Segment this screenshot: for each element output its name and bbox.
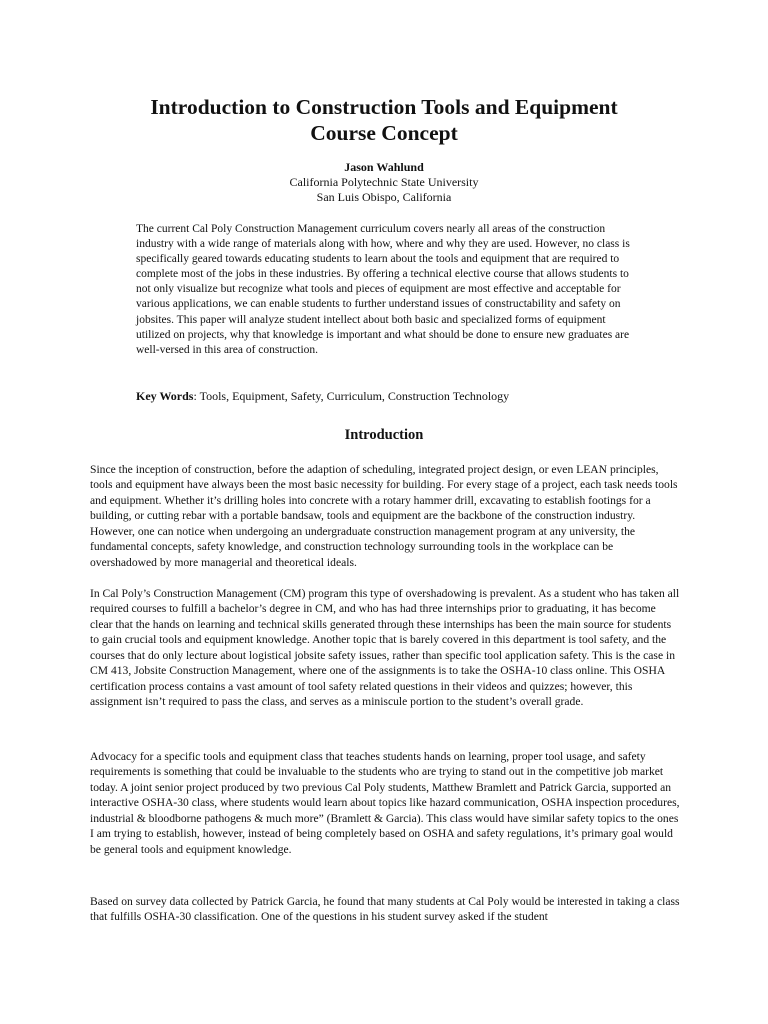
paragraph: Since the inception of construction, before the adaption of scheduling, integrated project design, or even LEAN principles, tools and equipment have always been the most basic necessity for building. For every stage of a project, each task needs tools and equipment. Whether it’s drilling holes into concrete with a rotary hammer drill, excavating to establish footings for a building, or cutting rebar with a portable bandsaw, tools and equipment are the backbone of the construction industry. However, one can notice when undergoing an undergraduate construction management program at any university, the fundamental concepts, safety knowledge, and construction technology surrounding tools in the workplace can be overshadowed by more managerial and theoretical ideals. bbox=[90, 463, 678, 569]
paper-title bbox=[0, 94, 768, 146]
author-block bbox=[0, 160, 768, 205]
title-line-2: Course Concept bbox=[310, 121, 458, 145]
paragraph: Based on survey data collected by Patrick Garcia, he found that many students at Cal Poly would be interested in taking a class that fulfills OSHA-30 classification. One of the questions in his student survey asked if the student bbox=[90, 895, 680, 924]
abstract: The current Cal Poly Construction Management curriculum covers nearly all areas of the construction industry with a wide range of materials along with how, where and why they are used. However, no class is specifically geared towards educating students to learn about the tools and equipment that are required to complete most of the jobs in these industries. By offering a technical elective course that allows students to not only visualize but recognize what tools and pieces of equipment are most effective and acceptable for various applications, we can enable students to further understand issues of constructability and safety on jobsites. This paper will analyze student intellect about both basic and specialized forms of equipment utilized on projects, why that knowledge is important and what should be done to ensure new graduates are well-versed in this area of construction. bbox=[136, 223, 630, 356]
keywords-label: Key Words bbox=[136, 389, 194, 403]
keywords-list: : Tools, Equipment, Safety, Curriculum, Construction Technology bbox=[193, 389, 510, 403]
keywords bbox=[136, 389, 656, 404]
section-heading-introduction: Introduction bbox=[344, 427, 424, 443]
author-location: San Luis Obispo, California bbox=[316, 190, 452, 204]
author-affiliation: California Polytechnic State University bbox=[289, 175, 479, 189]
title-line-1: Introduction to Construction Tools and Equipment bbox=[150, 95, 618, 119]
author-name: Jason Wahlund bbox=[344, 160, 424, 174]
paragraph: Advocacy for a specific tools and equipment class that teaches students hands on learning, proper tool usage, and safety requirements is something that could be invaluable to the students who are trying to stand out in the competitive job market today. A joint senior project produced by two previous Cal Poly students, Matthew Bramlett and Patrick Garcia, supported an interactive OSHA-30 class, where students would learn about topics like hazard communication, OSHA inspection procedures, industrial & bloodborne pathogens & much more” (Bramlett & Garcia). This class would have similar safety topics to the ones I am trying to establish, however, instead of being completely based on OSHA and safety regulations, it’s primary goal would be general tools and equipment knowledge. bbox=[90, 750, 680, 856]
paragraph: In Cal Poly’s Construction Management (CM) program this type of overshadowing is prevalent. As a student who has taken all required courses to fulfill a bachelor’s degree in CM, and who has had three internships prior to graduating, it has become clear that the hands on learning and technical skills generated through these internships has been the main source for students to gain crucial tools and equipment knowledge. Another topic that is barely covered in this department is tool safety, and the courses that do only lecture about logistical jobsite safety issues, rather than specific tool application safety. This is the case in CM 413, Jobsite Construction Management, where one of the assignments is to take the OSHA-10 class online. This OSHA certification process contains a vast amount of tool safety related questions in their videos and quizzes; however, this assignment isn’t required to pass the class, and serves as a miniscule portion to the student’s overall grade. bbox=[90, 587, 680, 709]
